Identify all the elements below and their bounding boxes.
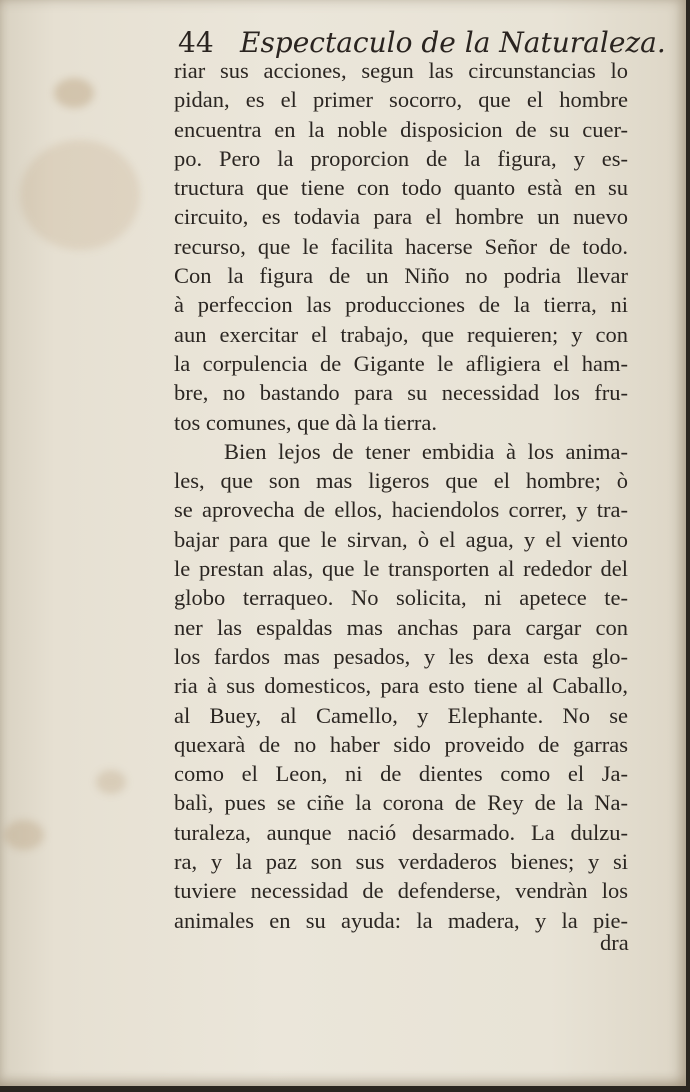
text-line: se aprovecha de ellos, haciendolos correr, y tra- [174,497,628,523]
body-text [174,56,628,935]
text-line: bajar para que le sirvan, ò el agua, y el viento [174,526,628,552]
text-line: ner las espaldas mas anchas para cargar con [174,614,628,640]
text-line: los fardos mas pesados, y les dexa esta glo- [174,643,628,669]
text-line: la corpulencia de Gigante le afligiera el ham- [174,350,628,376]
text-line: Bien lejos de tener embidia à los anima- [224,438,628,464]
text-line: le prestan alas, que le transporten al rededor del [174,556,628,582]
text-line: quexarà de no haber sido proveido de garras [174,731,628,757]
text-line: ria à sus domesticos, para esto tiene al Caballo, [174,673,628,699]
text-line: po. Pero la proporcion de la figura, y es- [174,145,628,171]
text-line: tuviere necessidad de defenderse, vendràn los [174,878,628,904]
catchword: dra [600,930,629,955]
text-line: circuito, es todavia para el hombre un nuevo [174,204,628,230]
text-line: les, que son mas ligeros que el hombre; ò [174,468,628,494]
foxing-stain [4,820,44,850]
text-line: como el Leon, ni de dientes como el Ja- [174,761,628,787]
text-line: bre, no bastando para su necessidad los fru- [174,380,628,406]
text-line: pidan, es el primer socorro, que el hombre [174,87,628,113]
text-line: animales en su ayuda: la madera, y la pie- [174,907,628,933]
text-line: tructura que tiene con todo quanto està en su [174,175,628,201]
text-line: globo terraqueo. No solicita, ni apetece te- [174,585,628,611]
text-line: turaleza, aunque nació desarmado. La dulzu- [174,819,628,845]
text-line: tos comunes, que dà la tierra. [174,409,438,435]
text-line: balì, pues se ciñe la corona de Rey de la Na- [174,790,628,816]
text-line: riar sus acciones, segun las circunstancias lo [174,58,628,83]
foxing-stain [20,140,140,250]
text-line: ra, y la paz son sus verdaderos bienes; y si [174,849,628,875]
text-line: Con la figura de un Niño no podria llevar [174,263,628,289]
foxing-stain [54,78,94,108]
page-number: 44 [178,26,214,59]
text-line: al Buey, al Camello, y Elephante. No se [174,702,628,728]
running-title: Espectaculo de la Naturaleza. [240,26,666,59]
text-line: à perfeccion las producciones de la tierra, ni [174,292,628,318]
foxing-stain [96,770,126,794]
text-line: recurso, que le facilita hacerse Señor de todo. [174,233,628,259]
text-line: aun exercitar el trabajo, que requieren; y con [174,321,628,347]
text-line: encuentra en la noble disposicion de su cuer- [174,116,628,142]
